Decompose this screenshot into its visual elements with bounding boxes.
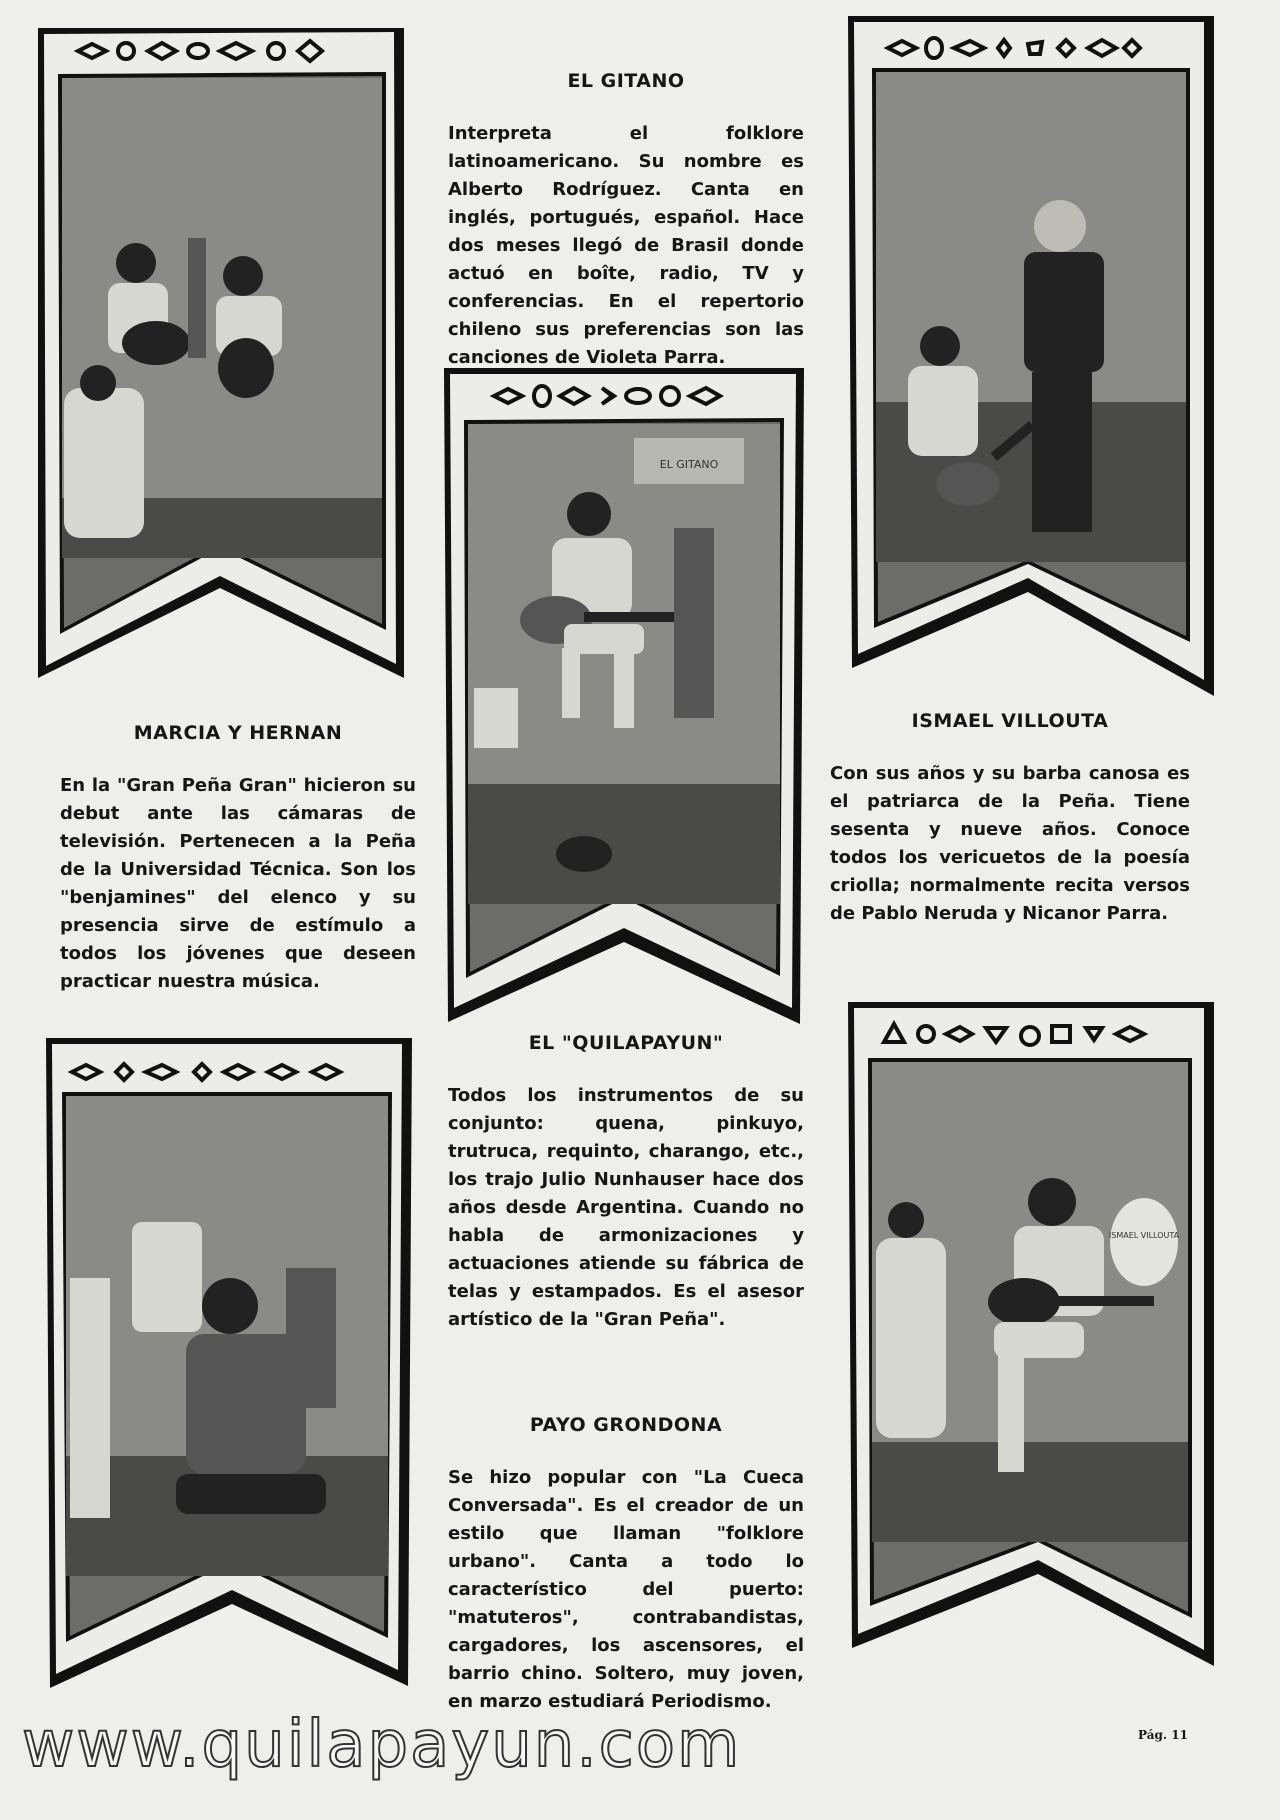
photo-sign-text: EL GITANO [659,458,719,471]
article-body: Con sus años y su barba canosa es el patriarca de la Peña. Tiene sesenta y nueve años. Conoce todos los vericuetos de la poesía criolla; normalmente recita versos de Pablo Neruda y Nicanor Parra. [830,763,1190,924]
photo-banner-payo-grondona [848,1002,1214,1670]
article-title: ISMAEL VILLOUTA [911,710,1109,732]
article-title: EL "QUILAPAYUN" [528,1032,724,1054]
article-body: Se hizo popular con "La Cueca Conversada". Es el creador de un estilo que llaman "folklore urbano". Canta a todo lo característico del puerto: "matuteros", contrabandistas, cargadores, los ascensores, el barrio chino. Soltero, muy joven, en marzo estudiará Periodismo. [448,1467,804,1712]
article-quilapayun [448,1032,804,1334]
article-title: EL GITANO [567,70,685,92]
article-ismael-villouta [830,710,1190,928]
article-payo-grondona [448,1414,804,1716]
photo-banner-marcia-hernan [38,28,404,688]
photo-banner-quilapayun [46,1038,412,1692]
article-body: En la "Gran Peña Gran" hicieron su debut ante las cámaras de televisión. Pertenecen a la Peña de la Universidad Técnica. Son los "benjamines" del elenco y su presencia sirve de estímulo a todos los jóvenes que deseen practicar nuestra música. [60,775,416,992]
page-number: Pág. 11 [1138,1728,1188,1742]
photo-banner-ismael-villouta [848,16,1214,700]
article-title: PAYO GRONDONA [529,1414,723,1436]
watermark-url[interactable]: www.quilapayun.com [22,1708,742,1782]
photo-guitar-sign-text: ISMAEL VILLOUTA [1108,1231,1180,1240]
article-title: MARCIA Y HERNAN [133,722,343,744]
article-body: Interpreta el folklore latinoamericano. Su nombre es Alberto Rodríguez. Canta en inglés, portugués, español. Hace dos meses llegó de Brasil donde actuó en boîte, radio, TV y conferencias. En el repertorio chileno sus preferencias son las canciones de Violeta Parra. [448,123,804,368]
article-el-gitano [448,70,804,372]
photo-banner-el-gitano [444,368,804,1028]
article-body: Todos los instrumentos de su conjunto: quena, pinkuyo, trutruca, requinto, charango, etc., los trajo Julio Nunhauser hace dos años desde Argentina. Cuando no habla de armonizaciones y actuaciones atiende su fábrica de telas y estampados. Es el asesor artístico de la "Gran Peña". [448,1085,804,1330]
article-marcia-hernan [60,722,416,996]
